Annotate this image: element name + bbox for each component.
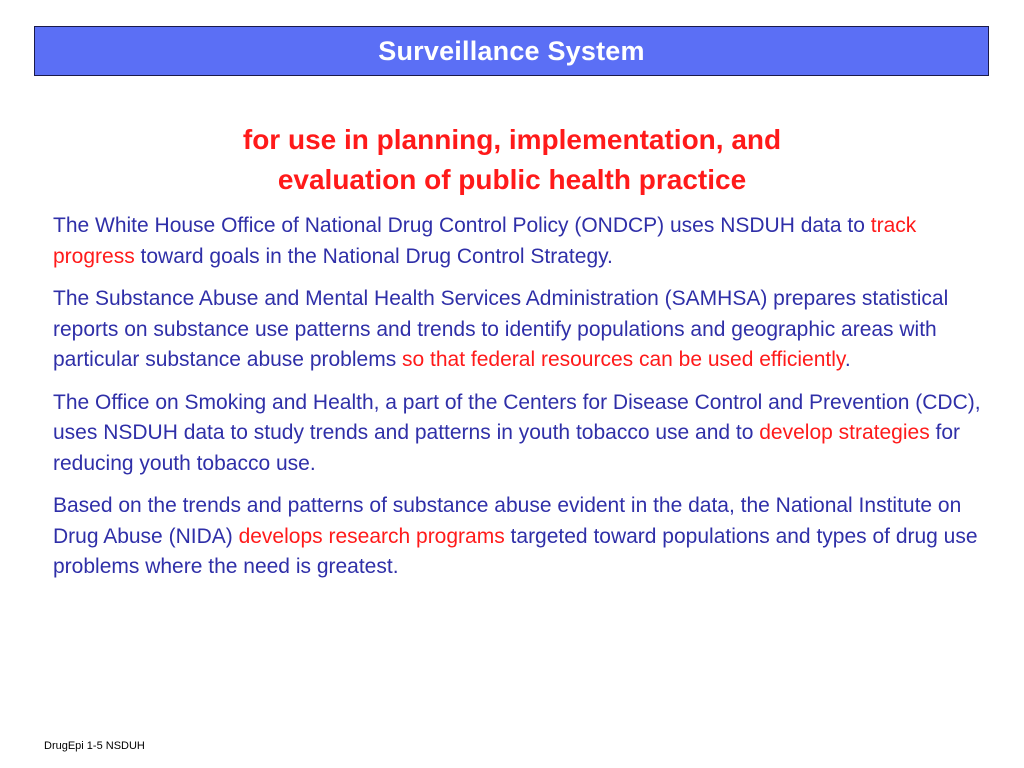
body-text (53, 211, 983, 595)
paragraph-ondcp (53, 211, 983, 272)
paragraph-text: Based on the trends and patterns of substance abuse evident in the data, the National Institute on Drug Abuse (NIDA) (53, 494, 962, 548)
paragraph-text: The Substance Abuse and Mental Health Services Administration (SAMHSA) prepares statistical reports on substance use patterns and trends to identify populations and geographic areas with particular substance abuse problems (53, 287, 949, 371)
highlight-text: so that federal resources can be used efficiently (402, 348, 845, 371)
paragraph-text: targeted toward populations and types of drug use problems where the need is greatest. (53, 524, 978, 578)
paragraph-text: The Office on Smoking and Health, a part of the Centers for Disease Control and Prevention (CDC), uses NSDUH data to study trends and patterns in youth tobacco use and to (53, 390, 981, 444)
slide-title: Surveillance System (378, 35, 645, 66)
subtitle-line-2: evaluation of public health practice (277, 164, 747, 195)
paragraph-text: toward goals in the National Drug Control Strategy. (134, 244, 613, 268)
subtitle-line-1: for use in planning, implementation, and (242, 124, 782, 155)
title-bar (34, 26, 989, 76)
slide-subtitle (60, 120, 964, 200)
paragraph-text: The White House Office of National Drug Control Policy (ONDCP) uses NSDUH data to (53, 214, 871, 237)
paragraph-cdc (53, 388, 983, 480)
slide-footer: DrugEpi 1-5 NSDUH (44, 740, 145, 752)
highlight-text: develops research programs (238, 524, 505, 548)
highlight-text: track progress (53, 214, 917, 268)
paragraph-samhsa (53, 284, 983, 376)
paragraph-nida (53, 491, 983, 583)
highlight-text: develop strategies (759, 421, 930, 444)
paragraph-text: for reducing youth tobacco use. (53, 421, 961, 475)
paragraph-text: . (844, 348, 851, 371)
